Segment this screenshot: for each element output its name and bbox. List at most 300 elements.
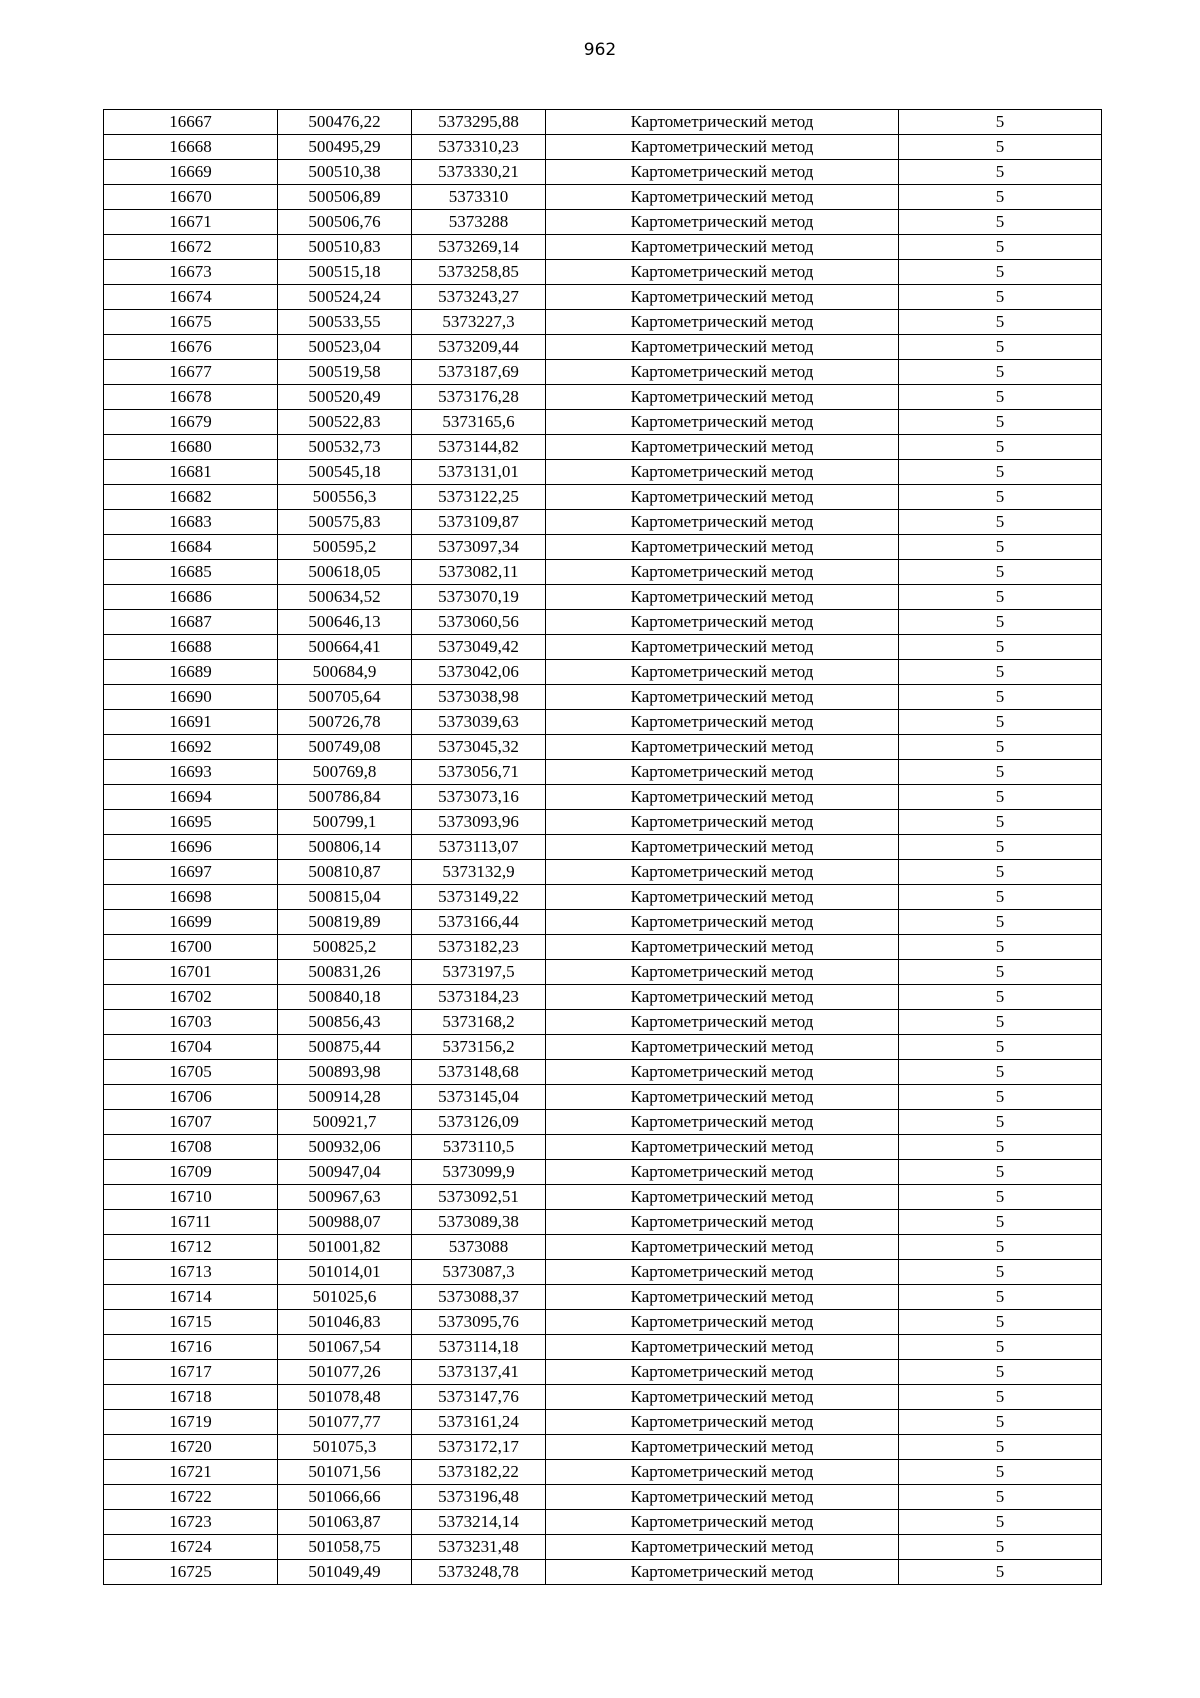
x-coordinate-cell: 500664,41 [278,635,412,660]
method-cell: Картометрический метод [546,1235,899,1260]
x-coordinate-cell: 500684,9 [278,660,412,685]
table-row [104,885,1102,910]
point-number-cell: 16692 [104,735,278,760]
x-coordinate-cell: 500988,07 [278,1210,412,1235]
point-number-cell: 16674 [104,285,278,310]
method-cell: Картометрический метод [546,1310,899,1335]
method-cell: Картометрический метод [546,510,899,535]
x-coordinate-cell: 500495,29 [278,135,412,160]
method-cell: Картометрический метод [546,1035,899,1060]
x-coordinate-cell: 500575,83 [278,510,412,535]
table-row [104,860,1102,885]
table-row [104,1435,1102,1460]
method-cell: Картометрический метод [546,760,899,785]
x-coordinate-cell: 500947,04 [278,1160,412,1185]
y-coordinate-cell: 5373060,56 [412,610,546,635]
point-number-cell: 16684 [104,535,278,560]
accuracy-cell: 5 [899,1110,1102,1135]
point-number-cell: 16701 [104,960,278,985]
table-row [104,1285,1102,1310]
point-number-cell: 16671 [104,210,278,235]
y-coordinate-cell: 5373147,76 [412,1385,546,1410]
x-coordinate-cell: 501067,54 [278,1335,412,1360]
x-coordinate-cell: 500875,44 [278,1035,412,1060]
x-coordinate-cell: 500769,8 [278,760,412,785]
coordinates-table-body [104,110,1102,1585]
accuracy-cell: 5 [899,135,1102,160]
accuracy-cell: 5 [899,910,1102,935]
x-coordinate-cell: 500646,13 [278,610,412,635]
method-cell: Картометрический метод [546,1135,899,1160]
y-coordinate-cell: 5373095,76 [412,1310,546,1335]
x-coordinate-cell: 500705,64 [278,685,412,710]
table-row [104,785,1102,810]
y-coordinate-cell: 5373172,17 [412,1435,546,1460]
table-row [104,1035,1102,1060]
method-cell: Картометрический метод [546,385,899,410]
method-cell: Картометрический метод [546,1010,899,1035]
point-number-cell: 16678 [104,385,278,410]
accuracy-cell: 5 [899,1135,1102,1160]
table-row [104,1510,1102,1535]
y-coordinate-cell: 5373049,42 [412,635,546,660]
table-row [104,135,1102,160]
y-coordinate-cell: 5373248,78 [412,1560,546,1585]
method-cell: Картометрический метод [546,1410,899,1435]
y-coordinate-cell: 5373137,41 [412,1360,546,1385]
x-coordinate-cell: 501066,66 [278,1485,412,1510]
point-number-cell: 16706 [104,1085,278,1110]
accuracy-cell: 5 [899,635,1102,660]
point-number-cell: 16716 [104,1335,278,1360]
accuracy-cell: 5 [899,210,1102,235]
accuracy-cell: 5 [899,560,1102,585]
method-cell: Картометрический метод [546,960,899,985]
y-coordinate-cell: 5373258,85 [412,260,546,285]
table-row [104,810,1102,835]
table-row [104,1135,1102,1160]
method-cell: Картометрический метод [546,360,899,385]
point-number-cell: 16693 [104,760,278,785]
table-row [104,835,1102,860]
accuracy-cell: 5 [899,935,1102,960]
y-coordinate-cell: 5373149,22 [412,885,546,910]
y-coordinate-cell: 5373166,44 [412,910,546,935]
point-number-cell: 16718 [104,1385,278,1410]
y-coordinate-cell: 5373038,98 [412,685,546,710]
point-number-cell: 16725 [104,1560,278,1585]
method-cell: Картометрический метод [546,310,899,335]
y-coordinate-cell: 5373288 [412,210,546,235]
table-row [104,985,1102,1010]
point-number-cell: 16723 [104,1510,278,1535]
y-coordinate-cell: 5373214,14 [412,1510,546,1535]
point-number-cell: 16717 [104,1360,278,1385]
accuracy-cell: 5 [899,1435,1102,1460]
point-number-cell: 16707 [104,1110,278,1135]
point-number-cell: 16687 [104,610,278,635]
method-cell: Картометрический метод [546,1285,899,1310]
x-coordinate-cell: 500532,73 [278,435,412,460]
accuracy-cell: 5 [899,1185,1102,1210]
table-row [104,510,1102,535]
point-number-cell: 16668 [104,135,278,160]
x-coordinate-cell: 501077,77 [278,1410,412,1435]
y-coordinate-cell: 5373099,9 [412,1160,546,1185]
table-row [104,735,1102,760]
table-row [104,410,1102,435]
method-cell: Картометрический метод [546,285,899,310]
point-number-cell: 16709 [104,1160,278,1185]
x-coordinate-cell: 500749,08 [278,735,412,760]
table-row [104,1460,1102,1485]
accuracy-cell: 5 [899,660,1102,685]
method-cell: Картометрический метод [546,910,899,935]
table-row [104,610,1102,635]
x-coordinate-cell: 500520,49 [278,385,412,410]
table-row [104,1210,1102,1235]
accuracy-cell: 5 [899,1310,1102,1335]
table-row [104,660,1102,685]
point-number-cell: 16686 [104,585,278,610]
table-row [104,635,1102,660]
x-coordinate-cell: 500618,05 [278,560,412,585]
method-cell: Картометрический метод [546,610,899,635]
y-coordinate-cell: 5373187,69 [412,360,546,385]
point-number-cell: 16675 [104,310,278,335]
y-coordinate-cell: 5373197,5 [412,960,546,985]
accuracy-cell: 5 [899,1085,1102,1110]
point-number-cell: 16683 [104,510,278,535]
method-cell: Картометрический метод [546,1560,899,1585]
point-number-cell: 16697 [104,860,278,885]
accuracy-cell: 5 [899,710,1102,735]
point-number-cell: 16696 [104,835,278,860]
method-cell: Картометрический метод [546,110,899,135]
x-coordinate-cell: 500519,58 [278,360,412,385]
table-row [104,285,1102,310]
x-coordinate-cell: 500506,76 [278,210,412,235]
accuracy-cell: 5 [899,1485,1102,1510]
y-coordinate-cell: 5373042,06 [412,660,546,685]
accuracy-cell: 5 [899,760,1102,785]
accuracy-cell: 5 [899,1385,1102,1410]
accuracy-cell: 5 [899,285,1102,310]
method-cell: Картометрический метод [546,485,899,510]
table-row [104,260,1102,285]
x-coordinate-cell: 500819,89 [278,910,412,935]
coordinates-table [103,109,1102,1585]
accuracy-cell: 5 [899,535,1102,560]
x-coordinate-cell: 500921,7 [278,1110,412,1135]
accuracy-cell: 5 [899,510,1102,535]
accuracy-cell: 5 [899,860,1102,885]
method-cell: Картометрический метод [546,885,899,910]
accuracy-cell: 5 [899,1285,1102,1310]
accuracy-cell: 5 [899,810,1102,835]
point-number-cell: 16708 [104,1135,278,1160]
point-number-cell: 16680 [104,435,278,460]
point-number-cell: 16714 [104,1285,278,1310]
x-coordinate-cell: 500524,24 [278,285,412,310]
method-cell: Картометрический метод [546,1485,899,1510]
method-cell: Картометрический метод [546,1385,899,1410]
x-coordinate-cell: 501075,3 [278,1435,412,1460]
table-row [104,435,1102,460]
y-coordinate-cell: 5373165,6 [412,410,546,435]
method-cell: Картометрический метод [546,185,899,210]
table-row [104,1335,1102,1360]
point-number-cell: 16710 [104,1185,278,1210]
method-cell: Картометрический метод [546,660,899,685]
x-coordinate-cell: 500815,04 [278,885,412,910]
point-number-cell: 16702 [104,985,278,1010]
method-cell: Картометрический метод [546,735,899,760]
y-coordinate-cell: 5373131,01 [412,460,546,485]
y-coordinate-cell: 5373196,48 [412,1485,546,1510]
accuracy-cell: 5 [899,235,1102,260]
table-row [104,235,1102,260]
method-cell: Картометрический метод [546,1110,899,1135]
table-row [104,535,1102,560]
accuracy-cell: 5 [899,1060,1102,1085]
table-row [104,385,1102,410]
table-row [104,1310,1102,1335]
x-coordinate-cell: 501063,87 [278,1510,412,1535]
x-coordinate-cell: 501071,56 [278,1460,412,1485]
accuracy-cell: 5 [899,310,1102,335]
point-number-cell: 16682 [104,485,278,510]
accuracy-cell: 5 [899,1235,1102,1260]
method-cell: Картометрический метод [546,535,899,560]
x-coordinate-cell: 501049,49 [278,1560,412,1585]
x-coordinate-cell: 501046,83 [278,1310,412,1335]
point-number-cell: 16691 [104,710,278,735]
table-row [104,1260,1102,1285]
table-row [104,335,1102,360]
accuracy-cell: 5 [899,1160,1102,1185]
table-row [104,1410,1102,1435]
accuracy-cell: 5 [899,435,1102,460]
table-row [104,310,1102,335]
point-number-cell: 16711 [104,1210,278,1235]
x-coordinate-cell: 500595,2 [278,535,412,560]
point-number-cell: 16720 [104,1435,278,1460]
y-coordinate-cell: 5373110,5 [412,1135,546,1160]
accuracy-cell: 5 [899,485,1102,510]
x-coordinate-cell: 500533,55 [278,310,412,335]
x-coordinate-cell: 500831,26 [278,960,412,985]
point-number-cell: 16672 [104,235,278,260]
x-coordinate-cell: 501025,6 [278,1285,412,1310]
accuracy-cell: 5 [899,785,1102,810]
method-cell: Картометрический метод [546,860,899,885]
method-cell: Картометрический метод [546,335,899,360]
accuracy-cell: 5 [899,960,1102,985]
method-cell: Картометрический метод [546,1160,899,1185]
y-coordinate-cell: 5373310,23 [412,135,546,160]
accuracy-cell: 5 [899,1410,1102,1435]
table-row [104,1160,1102,1185]
accuracy-cell: 5 [899,160,1102,185]
point-number-cell: 16704 [104,1035,278,1060]
accuracy-cell: 5 [899,410,1102,435]
y-coordinate-cell: 5373310 [412,185,546,210]
method-cell: Картометрический метод [546,585,899,610]
y-coordinate-cell: 5373145,04 [412,1085,546,1110]
table-row [104,910,1102,935]
method-cell: Картометрический метод [546,135,899,160]
accuracy-cell: 5 [899,1510,1102,1535]
y-coordinate-cell: 5373039,63 [412,710,546,735]
point-number-cell: 16703 [104,1010,278,1035]
method-cell: Картометрический метод [546,210,899,235]
y-coordinate-cell: 5373088,37 [412,1285,546,1310]
y-coordinate-cell: 5373227,3 [412,310,546,335]
method-cell: Картометрический метод [546,1435,899,1460]
table-row [104,160,1102,185]
y-coordinate-cell: 5373114,18 [412,1335,546,1360]
table-row [104,1235,1102,1260]
point-number-cell: 16690 [104,685,278,710]
x-coordinate-cell: 500914,28 [278,1085,412,1110]
point-number-cell: 16721 [104,1460,278,1485]
point-number-cell: 16688 [104,635,278,660]
accuracy-cell: 5 [899,685,1102,710]
method-cell: Картометрический метод [546,1335,899,1360]
y-coordinate-cell: 5373243,27 [412,285,546,310]
method-cell: Картометрический метод [546,1185,899,1210]
y-coordinate-cell: 5373269,14 [412,235,546,260]
y-coordinate-cell: 5373330,21 [412,160,546,185]
x-coordinate-cell: 500786,84 [278,785,412,810]
table-row [104,1060,1102,1085]
x-coordinate-cell: 500515,18 [278,260,412,285]
x-coordinate-cell: 500799,1 [278,810,412,835]
accuracy-cell: 5 [899,460,1102,485]
x-coordinate-cell: 500932,06 [278,1135,412,1160]
x-coordinate-cell: 500810,87 [278,860,412,885]
point-number-cell: 16713 [104,1260,278,1285]
x-coordinate-cell: 500506,89 [278,185,412,210]
y-coordinate-cell: 5373132,9 [412,860,546,885]
point-number-cell: 16719 [104,1410,278,1435]
y-coordinate-cell: 5373092,51 [412,1185,546,1210]
table-row [104,585,1102,610]
table-row [104,485,1102,510]
accuracy-cell: 5 [899,885,1102,910]
x-coordinate-cell: 500523,04 [278,335,412,360]
y-coordinate-cell: 5373231,48 [412,1535,546,1560]
method-cell: Картометрический метод [546,1085,899,1110]
table-row [104,1560,1102,1585]
x-coordinate-cell: 500856,43 [278,1010,412,1035]
table-row [104,560,1102,585]
y-coordinate-cell: 5373144,82 [412,435,546,460]
y-coordinate-cell: 5373082,11 [412,560,546,585]
accuracy-cell: 5 [899,1460,1102,1485]
method-cell: Картометрический метод [546,935,899,960]
y-coordinate-cell: 5373122,25 [412,485,546,510]
y-coordinate-cell: 5373093,96 [412,810,546,835]
table-row [104,960,1102,985]
accuracy-cell: 5 [899,1360,1102,1385]
table-row [104,210,1102,235]
accuracy-cell: 5 [899,1560,1102,1585]
accuracy-cell: 5 [899,185,1102,210]
y-coordinate-cell: 5373045,32 [412,735,546,760]
method-cell: Картометрический метод [546,785,899,810]
method-cell: Картометрический метод [546,435,899,460]
accuracy-cell: 5 [899,1535,1102,1560]
page-number: 962 [583,40,617,60]
point-number-cell: 16676 [104,335,278,360]
point-number-cell: 16667 [104,110,278,135]
y-coordinate-cell: 5373126,09 [412,1110,546,1135]
y-coordinate-cell: 5373056,71 [412,760,546,785]
point-number-cell: 16670 [104,185,278,210]
table-row [104,1360,1102,1385]
table-row [104,1185,1102,1210]
x-coordinate-cell: 500967,63 [278,1185,412,1210]
point-number-cell: 16715 [104,1310,278,1335]
accuracy-cell: 5 [899,1035,1102,1060]
point-number-cell: 16685 [104,560,278,585]
table-row [104,935,1102,960]
method-cell: Картометрический метод [546,160,899,185]
y-coordinate-cell: 5373089,38 [412,1210,546,1235]
method-cell: Картометрический метод [546,635,899,660]
point-number-cell: 16712 [104,1235,278,1260]
point-number-cell: 16689 [104,660,278,685]
table-row [104,1010,1102,1035]
point-number-cell: 16679 [104,410,278,435]
method-cell: Картометрический метод [546,260,899,285]
x-coordinate-cell: 500556,3 [278,485,412,510]
table-row [104,1085,1102,1110]
method-cell: Картометрический метод [546,685,899,710]
y-coordinate-cell: 5373156,2 [412,1035,546,1060]
y-coordinate-cell: 5373097,34 [412,535,546,560]
method-cell: Картометрический метод [546,985,899,1010]
x-coordinate-cell: 500510,38 [278,160,412,185]
y-coordinate-cell: 5373209,44 [412,335,546,360]
y-coordinate-cell: 5373184,23 [412,985,546,1010]
y-coordinate-cell: 5373176,28 [412,385,546,410]
table-row [104,185,1102,210]
x-coordinate-cell: 501058,75 [278,1535,412,1560]
x-coordinate-cell: 500893,98 [278,1060,412,1085]
accuracy-cell: 5 [899,1010,1102,1035]
x-coordinate-cell: 500522,83 [278,410,412,435]
y-coordinate-cell: 5373161,24 [412,1410,546,1435]
x-coordinate-cell: 500726,78 [278,710,412,735]
x-coordinate-cell: 500476,22 [278,110,412,135]
method-cell: Картометрический метод [546,1210,899,1235]
x-coordinate-cell: 500825,2 [278,935,412,960]
point-number-cell: 16722 [104,1485,278,1510]
x-coordinate-cell: 500840,18 [278,985,412,1010]
point-number-cell: 16698 [104,885,278,910]
point-number-cell: 16694 [104,785,278,810]
method-cell: Картометрический метод [546,1460,899,1485]
table-row [104,110,1102,135]
method-cell: Картометрический метод [546,1535,899,1560]
table-row [104,1485,1102,1510]
y-coordinate-cell: 5373168,2 [412,1010,546,1035]
method-cell: Картометрический метод [546,235,899,260]
table-row [104,1535,1102,1560]
